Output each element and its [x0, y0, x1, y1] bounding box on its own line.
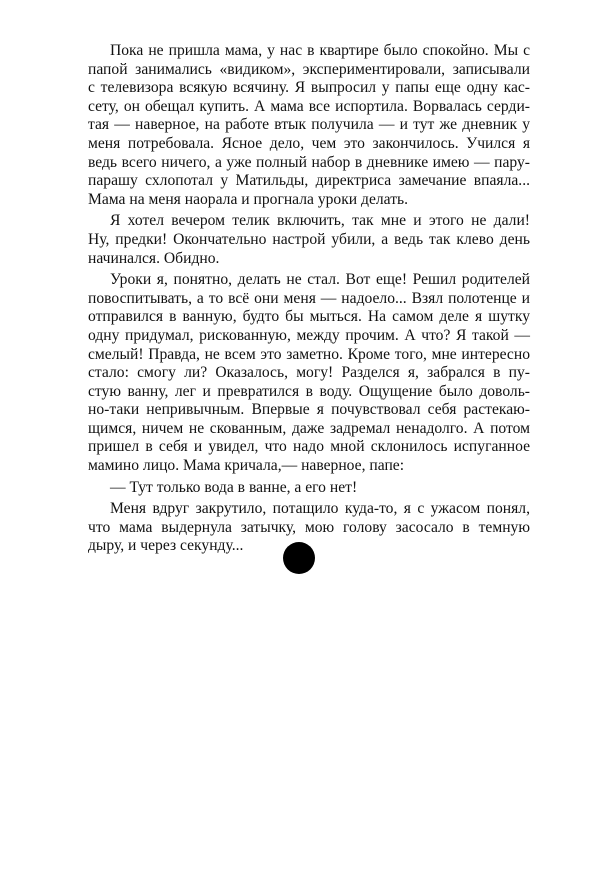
filled-circle-icon [283, 542, 315, 574]
text-line: сету, он обещал купить. А мама все испортила. Ворвалась серди- [88, 97, 530, 115]
text-line: смелый! Правда, не всем это заметно. Кроме того, мне интересно [88, 345, 530, 363]
body-text [88, 42, 530, 559]
text-line: папой занимались «видиком», экспериментировали, записывали [88, 60, 530, 78]
paragraph-3 [88, 271, 530, 476]
paragraph-1 [88, 42, 530, 209]
text-line: одну придумал, рискованную, между прочим. А что? Я такой — [88, 326, 530, 344]
text-line: Ну, предки! Окончательно настрой убили, а ведь так клево день [88, 230, 530, 248]
text-line: пришел в себя и увидел, что надо мной склонилось испуганное [88, 438, 530, 456]
text-line: стую ванну, лег и превратился в воду. Ощущение было доволь- [88, 382, 530, 400]
text-line: с телевизора всякую всячину. Я выпросил у папы еще одну кас- [88, 79, 530, 97]
text-line: что мама выдернула затычку, мою голову засосало в темную [88, 518, 530, 536]
text-line: ведь всего ничего, а уже полный набор в дневнике имею — пару- [88, 153, 530, 171]
text-line: отправился в ванную, будто бы мыться. На самом деле я шутку [88, 308, 530, 326]
text-line: меня потребовала. Ясное дело, чем это закончилось. Учился я [88, 134, 530, 152]
text-line: мамино лицо. Мама кричала,— наверное, папе: [88, 457, 405, 475]
text-line: тая — наверное, на работе втык получила — и тут же дневник у [88, 116, 530, 134]
text-line: Меня вдруг закрутило, потащило куда-то, я с ужасом понял, [110, 500, 530, 518]
text-line: Уроки я, понятно, делать не стал. Вот еще! Решил родителей [110, 271, 530, 289]
text-line: Мама на меня наорала и прогнала уроки делать. [88, 190, 409, 208]
text-line: щимся, ничем не скованным, даже задремал ненадолго. А потом [88, 419, 530, 437]
text-line: стало: смогу ли? Оказалось, могу! Разделся я, забрался в пу- [88, 364, 530, 382]
text-line: Я хотел вечером телик включить, так мне и этого не дали! [110, 212, 530, 230]
text-line: дыру, и через секунду... [88, 537, 244, 555]
paragraph-2 [88, 212, 530, 268]
paragraph-4-dialogue [88, 479, 530, 498]
text-line: начинался. Обидно. [88, 249, 220, 267]
text-line: но-таки непривычным. Впервые я почувствовал себя растекаю- [88, 401, 530, 419]
text-line: парашу схлопотал у Матильды, директриса замечание впаяла... [88, 172, 530, 190]
text-line: повоспитывать, а то всё они меня — надоело... Взял полотенце и [88, 289, 530, 307]
text-line: Пока не пришла мама, у нас в квартире было спокойно. Мы с [110, 42, 530, 59]
text-line: — Тут только вода в ванне, а его нет! [110, 478, 358, 496]
